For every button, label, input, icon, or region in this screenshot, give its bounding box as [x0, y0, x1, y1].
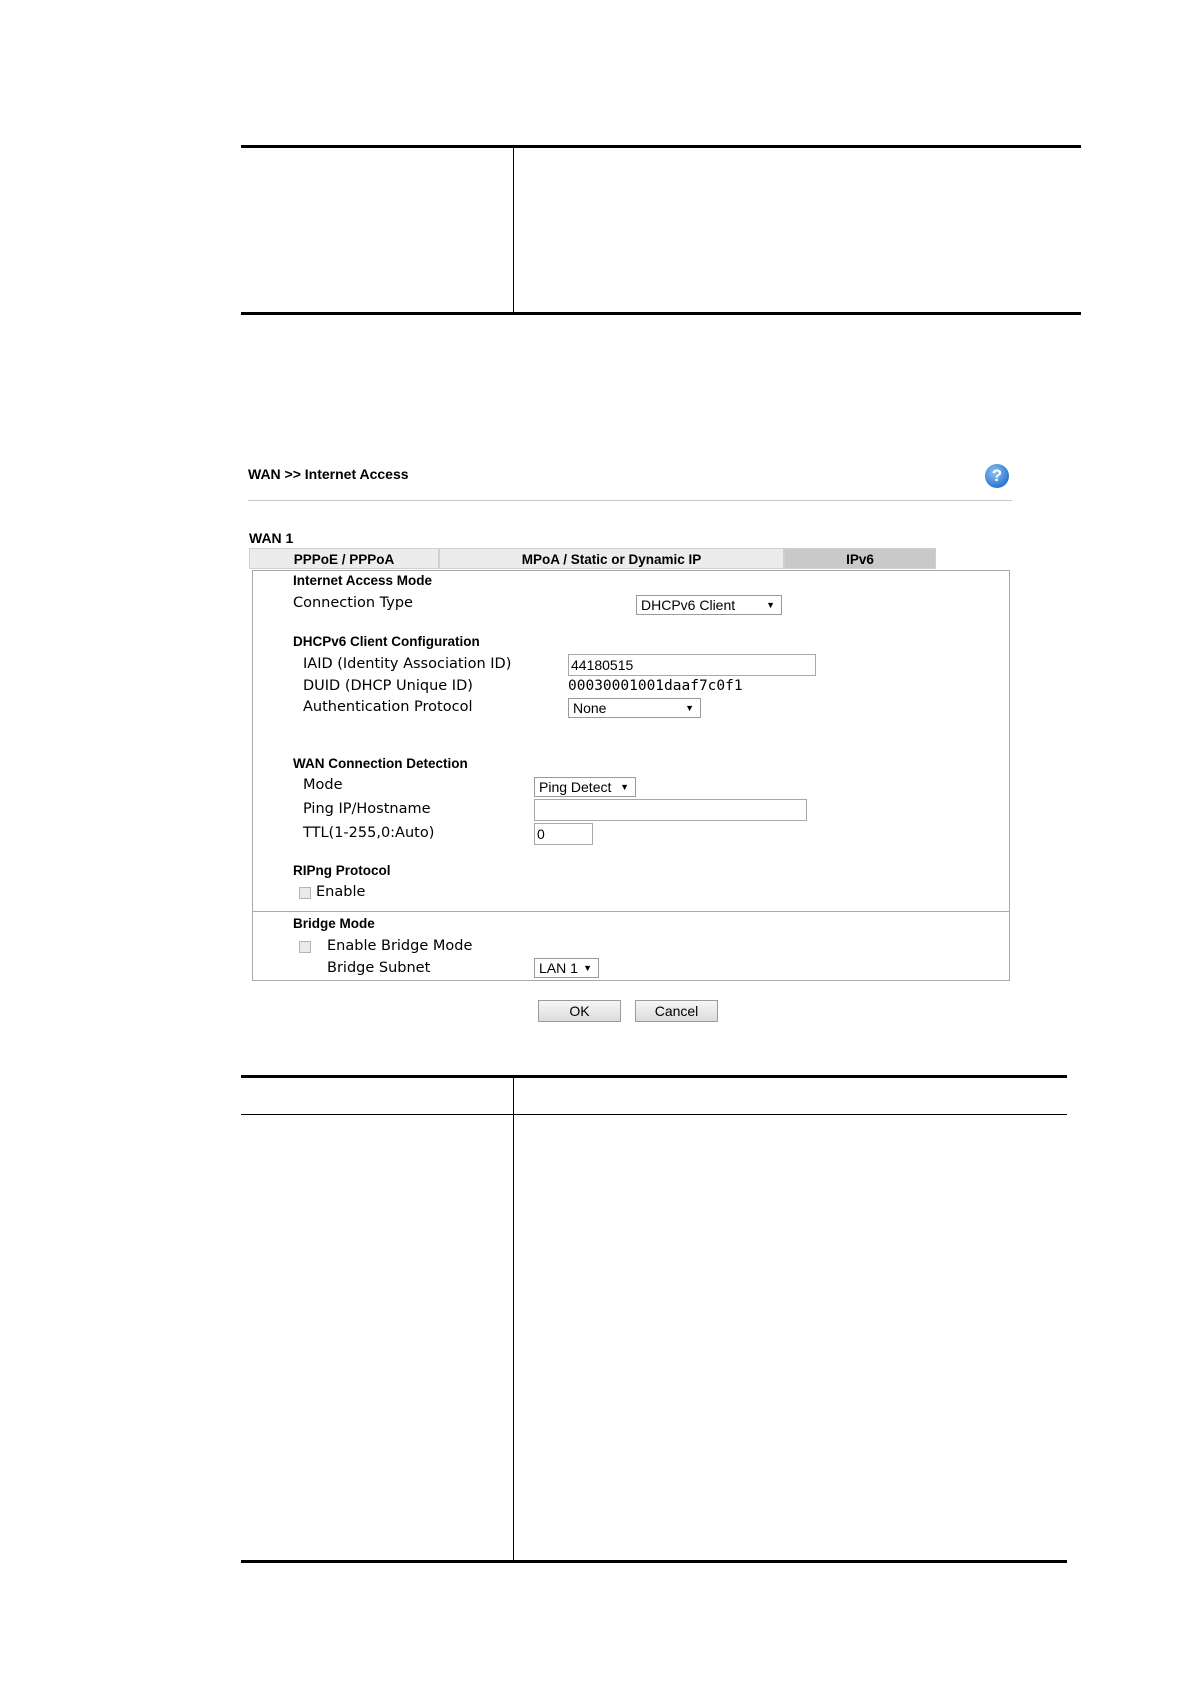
auth-protocol-value: None — [573, 700, 607, 716]
ok-button[interactable]: OK — [538, 1000, 621, 1022]
bridge-subnet-value: LAN 1 — [539, 960, 578, 976]
top-table-divider — [513, 148, 514, 312]
tab-mpoa[interactable]: MPoA / Static or Dynamic IP — [439, 548, 784, 569]
bottom-table-divider — [513, 1078, 514, 1560]
tab-pppoe[interactable]: PPPoE / PPPoA — [249, 548, 439, 569]
bridge-subnet-label: Bridge Subnet — [327, 960, 431, 976]
connection-type-select[interactable] — [636, 595, 782, 615]
ttl-input[interactable]: 0 — [534, 823, 593, 845]
dropdown-arrow-icon: ▼ — [620, 782, 629, 792]
mode-value: Ping Detect — [539, 779, 612, 795]
dropdown-arrow-icon: ▼ — [766, 600, 775, 610]
tab-ipv6[interactable]: IPv6 — [784, 548, 936, 569]
duid-value: 00030001001daaf7c0f1 — [568, 678, 743, 694]
ipv6-settings-box — [252, 570, 1010, 912]
dhcpv6-config-heading: DHCPv6 Client Configuration — [293, 634, 480, 649]
wan-label: WAN 1 — [249, 530, 294, 546]
bridge-mode-box — [252, 911, 1010, 981]
mode-label: Mode — [303, 777, 343, 793]
bridge-enable-label: Enable Bridge Mode — [327, 938, 473, 954]
wan-internet-access-panel — [248, 466, 1018, 1026]
bottom-table-bottom-border — [241, 1560, 1067, 1563]
top-table-bottom-border — [241, 312, 1081, 315]
ping-host-input[interactable] — [534, 799, 807, 821]
bridge-subnet-select[interactable] — [534, 958, 599, 978]
iaid-label: IAID (Identity Association ID) — [303, 656, 512, 672]
bridge-mode-heading: Bridge Mode — [293, 916, 375, 931]
ping-host-label: Ping IP/Hostname — [303, 801, 431, 817]
bridge-enable-checkbox[interactable] — [299, 941, 311, 953]
bottom-table-top-border — [241, 1075, 1067, 1078]
top-table-top-border — [241, 145, 1081, 148]
mode-select[interactable] — [534, 777, 636, 797]
auth-protocol-select[interactable] — [568, 698, 701, 718]
wan-detection-heading: WAN Connection Detection — [293, 756, 468, 771]
connection-type-label: Connection Type — [293, 595, 413, 611]
ripng-enable-checkbox[interactable] — [299, 887, 311, 899]
duid-label: DUID (DHCP Unique ID) — [303, 678, 473, 694]
connection-type-value: DHCPv6 Client — [641, 597, 736, 613]
dropdown-arrow-icon: ▼ — [583, 963, 592, 973]
internet-access-mode-heading: Internet Access Mode — [293, 573, 433, 588]
auth-protocol-label: Authentication Protocol — [303, 699, 473, 715]
title-divider — [248, 500, 1012, 501]
dropdown-arrow-icon: ▼ — [685, 703, 694, 713]
ttl-label: TTL(1-255,0:Auto) — [303, 825, 435, 841]
cancel-button[interactable]: Cancel — [635, 1000, 718, 1022]
ripng-enable-label: Enable — [316, 884, 366, 900]
page-title: WAN >> Internet Access — [248, 466, 409, 482]
iaid-input[interactable]: 44180515 — [568, 654, 816, 676]
ripng-heading: RIPng Protocol — [293, 863, 391, 878]
help-icon[interactable]: ? — [985, 464, 1009, 488]
bottom-table-header-rule — [241, 1114, 1067, 1115]
